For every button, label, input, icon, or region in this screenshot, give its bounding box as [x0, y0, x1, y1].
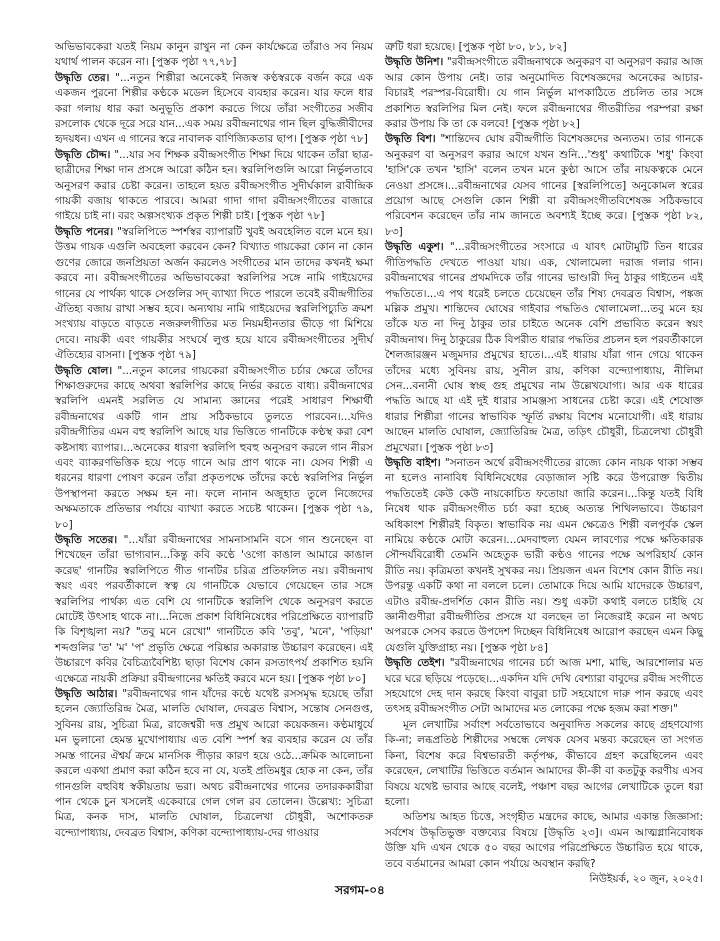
quote-heading: উদ্ধৃতি উনিশ।: [385, 56, 444, 69]
paragraph: [55, 687, 373, 841]
paragraph-text: "রবীন্দ্রনাথের গান যাঁদের কণ্ঠে যথেষ্ট রসসমৃদ্ধ হয়েছে তাঁরা হলেন জ্যোতিরিন্দ্র মৈত্র, মালতি ঘোষাল, দেবব্রত বিশ্বাস, সন্তোষ সেনগুপ্ত, সুবিনয় রায়, সুচিত্রা মিত্র, রাজেশ্বরী দত্ত প্রমুখ আরো কয়েকজন। কণ্ঠমাধুর্যে মন ভুলানো হেমন্ত মুখোপাধ্যায় এত বেশি স্পর্শ স্বর ব্যবহার করেন যে তাঁর সমস্ত গানের ঐশ্বর্য ক্রমে মানসিক পীড়ার কারণ হয়ে ওঠে...ক্রমিক আলোচনা করলে একথা প্রমাণ করা কঠিন হবে না যে, যতই প্রতিমধুর হোক না কেন, তাঁর গানগুলি বহুবিধ স্বকীয়তায় ভরা। অথচ রবীন্দ্রনাথের গানের তদারককারীরা পান থেকে চুন খসলেই একেবারে গেল গেল রব তোলেন। উল্লেখ্য: সুচিত্রা মিত্র, কনক দাস, মালতি ঘোষাল, চিত্রলেখা চৌধুরী, অশোকতরু বন্দ্যোপাধ্যায়, দেবব্রত বিশ্বাস, কণিকা বন্দ্যোপাধ্যায়-দের গাওয়ার: [55, 688, 373, 839]
paragraph: [55, 71, 373, 148]
paragraph: [55, 40, 373, 71]
paragraph-text: মূল লেখাটির সর্বাংশ সর্বতোভাবে অনুবাদিত সকলের কাছে গ্রহণযোগ্য কি-না; লব্ধপ্রতিষ্ঠ শিল্পীদের সম্বন্ধে লেখক যেসব মন্তব্য করেছেন তা সংগত কিনা, বিশেষ করে বিশ্বভারতী কর্তৃপক্ষ, কীভাবে গ্রহণ করেছিলেন এবং করেছেন, লেখাটির ভিত্তিতে বর্তমান আমাদের কী-কী বা কতটুকু করণীয় এসব বিষয়ে যথেষ্ট ভাবার আছে বলেই, পঞ্চাশ বছর আগের লেখাটিকে তুলে ধরা হলো।: [385, 718, 703, 808]
paragraph: [385, 132, 703, 240]
quote-heading: উদ্ধৃতি চৌদ্দ।: [55, 148, 111, 161]
left-column: [55, 40, 373, 870]
paragraph: [385, 456, 703, 656]
quote-heading: উদ্ধৃতি পনের।: [55, 225, 114, 238]
paragraph-text: "রবীন্দ্রসংগীতে রবীন্দ্রনাথকে অনুকরণ বা অনুসরণ করার আজ আর কোন উপায় নেই। তার অনুমোদিত বিশেষজ্ঞদের অনেকের আচার-বিচারই পরস্পর-বিরোধী। যে গান নির্ভুল মাপকাঠিতে প্রচলিত তার সঙ্গে প্রকাশিত স্বরলিপির মিল নেই। ফলে রবীন্দ্রনাথের গীতরীতির পরম্পরা রক্ষা করার উপায় কি তা কে বলবে! [পুস্তক পৃষ্ঠা ৮২]: [385, 56, 703, 131]
quote-heading: উদ্ধৃতি সতের।: [55, 534, 118, 546]
paragraph-text: "স্বরলিপিতে স্পর্শস্বর ব্যাপারটি খুবই অবহেলিত বলে মনে হয়। উত্তম গায়ক এগুলি অবহেলা করবেন কেন? বিখ্যাত গায়কেরা কোন না কোন গুণের জোরে জনপ্রিয়তা অর্জন করলেও সংগীতের মান তাদের কখনই ক্ষমা করবে না। রবীন্দ্রসংগীতের অভিভাবকেরা স্বরলিপির সঙ্গে নামি গাইয়েদের গানের যে পার্থক্য থাকে সেগুলির সদ্ ব্যাখ্যা দিতে পারলে তবেই রবীন্দ্রগীতির ঐতিহ্য বজায় রাখা সম্ভব হবে। অন্যথায় নামি গাইয়েদের স্বরলিপিচ্যুতি ক্রমশ সংখ্যায় বাড়তে বাড়তে নজরুলগীতির মত নিয়মহীনতার ভীড়ে গা মিশিয়ে দেবে। নায়কী এবং গায়কীর সংঘর্ষে লুপ্ত হয়ে যাবে রবীন্দ্রসংগীতের সুদীর্ঘ ঐতিহ্যের বাসনা। [পুস্তক পৃষ্ঠা ৭৯]: [55, 225, 373, 362]
quote-heading: উদ্ধৃতি বিশ।: [385, 133, 436, 146]
paragraph-text: "সনাতন অর্থে রবীন্দ্রসংগীতের রাজ্যে কোন নায়ক থাকা সম্ভব না হলেও নানাবিধ বিধিনিষেধের বেড়াজাল সৃষ্টি করে উপরোক্ত দ্বিতীয় পদ্ধতিতেই কেউ কেউ নায়কোচিত ফতোয়া জারি করেন।...কিন্তু যতই বিধি নিষেধ থাক রবীন্দ্রসংগীত চর্চা করা হচ্ছে অত্যন্ত শিথিলভাবে। উচ্চারণ অধিকাংশ শিল্পীরই বিকৃত। স্বাভাবিক নয় এমন ক্ষেত্রেও শিল্পী বলপূর্বক স্কেল নামিয়ে কণ্ঠকে মোটা করেন।...মেদবাহুল্য যেমন লাবণ্যের পক্ষে ক্ষতিকারক সৌন্দর্যবিরোধী তেমনি অহেতুক ভারী কণ্ঠও গানের পক্ষে অপরিহার্য কোন রীতি নয়। কৃত্রিমতা কখনই সুখকর নয়। প্রিয়জন এমন বিশেষ কোন রীতি নয়। উপরন্তু একটি কথা না বললে চলে। তোমাকে দিয়ে আমি যাদেরকে উচ্চারণ, এটাও রবীন্দ্র-প্রদর্শিত কোন রীতি নয়। শুধু একটা কথাই বলতে চাইছি যে জ্ঞানীগুণীরা রবীন্দ্রগীতির প্রসঙ্গে যা বলছেন তা নিজেরাই করেন না অথচ অপরকে সেসব করতে উপদেশ দিচ্ছেন বিধিনিষেধ আরোপ করছেন এমন কিছু যেগুলি যুক্তিগ্রাহ্য নয়। [পুস্তক পৃষ্ঠা ৮৪]: [385, 456, 703, 654]
paragraph-text: "...রবীন্দ্রসংগীতের সংসারে এ যাবৎ মোটামুটি তিন ধারের গীতিপদ্ধতি দেখতে পাওয়া যায়। এক, খোলামেলা দরাজ গলার গান। রবীন্দ্রনাথের গানের প্রথমদিকে তাঁর গানের ভাণ্ডারী দিনু ঠাকুর গাইতেন এই পদ্ধতিতে।...এ পথ ধরেই চলতে চেয়েছেন তাঁর শিষ্য দেবব্রত বিশ্বাস, পঙ্কজ মল্লিক প্রমুখ। শান্তিদেব ঘোষের গাইবার পদ্ধতিও খোলামেলা...তবু মনে হয় তাঁকে যত না দিনু ঠাকুর তার চাইতে অনেক বেশি প্রভাবিত করেন স্বয়ং রবীন্দ্রনাথ। দিনু ঠাকুরের ঠিক বিপরীত ধারার পদ্ধতির প্রচলন হল পরবর্তীকালে শৈলজারঞ্জন মজুমদার প্রমুখের হাতে।...এই ধারায় যাঁরা গান গেয়ে থাকেন তাঁদের মধ্যে সুবিনয় রায়, সুনীল রায়, কণিকা বন্দ্যোপাধ্যায়, নীলিমা সেন...বনানী ঘোষ স্বচ্ছ গুহ প্রমুখের নাম উল্লেখযোগ্য। আর এক ধারের পদ্ধতি আছে যা এই দুই ধারার সামঞ্জস্য সাধনের চেষ্টা করে। এই শেষোক্ত ধারার শিল্পীরা গানের স্বাভাবিক স্ফূর্তি রক্ষায় বিশেষ মনোযোগী। এই ধারায় আছেন মালতি ঘোষাল, জ্যোতিরিন্দ্র মৈত্র, তড়িৎ চৌধুরী, চিত্রলেখা চৌধুরী প্রমুখেরা। [পুস্তক পৃষ্ঠা ৮৩]: [385, 241, 704, 454]
paragraph: [385, 810, 703, 872]
quote-heading: উদ্ধৃতি তেইশ।: [385, 657, 445, 670]
paragraph-text: "...নতুন কালের গায়কেরা রবীন্দ্রসংগীত চর্চার ক্ষেত্রে তাঁদের শিক্ষাগুরুদের কাছে অথবা স্বরলিপির কাছে নির্ভর করতে বাধ্য। রবীন্দ্রনাথের স্বরলিপি এমনই সরলিত যে সামান্য জ্ঞানের পরেই সাধারণ শিক্ষার্থী রবীন্দ্রনাথের একটি গান প্রায় সঠিকভাবে তুলতে পারবেন।...যদিও রবীন্দ্রগীতির এমন বহু স্বরলিপি আছে যার ভিত্তিতে গানটিকে কণ্ঠস্থ করা বেশ কষ্টসাধ্য ব্যাপার।...অনেকের ধারণা স্বরলিপি হুবহু অনুসরণ করলে গান নীরস এবং ব্যাকরণভিত্তিক হয়ে পড়ে গানে আর প্রাণ থাকে না। যেসব শিল্পী এ ধরনের ধারণা পোষণ করেন তাঁরা প্রকৃতপক্ষে তাঁদের কণ্ঠে স্বরলিপির নির্ভুল উপস্থাপনা করতে সক্ষম হন না। ফলে নানান অজুহাত তুলে নিজেদের অক্ষমতাকে প্রতিভার পর্যায়ে ব্যাখ্যা করতে সচেষ্ট থাকেন। [পুস্তক পৃষ্ঠা ৭৯, ৮০]: [55, 364, 374, 531]
quote-heading: উদ্ধৃতি বাইশ।: [385, 456, 441, 469]
page-footer: সরগম-০৪: [335, 883, 385, 897]
paragraph-text: "রবীন্দ্রনাথের গানের চর্চা আজ মশা, মাছি, আরশোলার মত ঘরে ঘরে ছড়িয়ে পড়েছে।...একদিন যদি দেখি বেশ্যারা বাবুদের রবীন্দ্র সংগীতে সহযোগে দেহ দান করছে কিংবা বাবুরা চাট সহযোগে দারু পান করছে এবং তৎসহ রবীন্দ্রসংগীত সেটা আমাদের মত লোকের পক্ষে হজম করা শক্ত।": [385, 657, 703, 716]
signoff-location-date: নিউইয়র্ক, ২০ জুন, ২০২৫।: [589, 872, 703, 885]
quote-heading: উদ্ধৃতি আঠার।: [55, 688, 118, 701]
paragraph-text: ত্রুটি ধরা হয়েছে। [পুস্তক পৃষ্ঠা ৮০, ৮১, ৮২]: [385, 41, 567, 53]
quote-heading: উদ্ধৃতি তের।: [55, 71, 110, 84]
paragraph: [55, 148, 373, 225]
paragraph: [55, 364, 373, 533]
quote-heading: উদ্ধৃতি ষোল।: [55, 364, 113, 377]
paragraph-text: "...যার সব শিক্ষক রবীন্দ্রসংগীত শিক্ষা দিয়ে থাকেন তাঁরা ছাত্র-ছাত্রীদের শিক্ষা দান প্রসঙ্গে আরো কঠিন হন। স্বরলিপিগুলি আরো নির্ভুলতাবে অনুসরণ করার চেষ্টা করেন। তাহলে হয়ত রবীন্দ্রসংগীত সুদীর্ঘকাল রাবীন্দ্রিক গায়কী বজায় থাকতে পারবে। আমরা গাদা গাদা রবীন্দ্রসংগীতের বাজারে গাইয়ে চাই না। বরং অল্পসংখ্যক প্রকৃত শিল্পী চাই। [পুস্তক পৃষ্ঠা ৭৮]: [55, 148, 373, 223]
quote-heading: উদ্ধৃতি একুশ।: [385, 241, 444, 254]
paragraph-text: অভিভাবকেরা যতই নিয়ম কানুন রাখুন না কেন কার্যক্ষেত্রে তাঁরাও সব নিয়ম যথার্থ পালন করেন না। [পুস্তক পৃষ্ঠা ৭৭,৭৮]: [55, 41, 373, 69]
paragraph-text: "...নতুন শিল্পীরা অনেকেই নিজস্ব কণ্ঠস্বরকে বর্জন করে এক একজন পুরনো শিল্পীর কণ্ঠকে মডেল হিসেবে ব্যবহার করেন। যার ফলে ধার করা গলায় ধার করা অনুভূতি প্রকাশ করতে গিয়ে তাঁরা সংগীতের সজীব রসলোক থেকে দূরে সরে যান...এক সময় রবীন্দ্রনাথের গান ছিল বুদ্ধিজীবীদের হৃদয়ধন। এখন এ গানের স্বরে নাবালক বাণিজ্যিকতার ছাপ। [পুস্তক পৃষ্ঠা ৭৮]: [55, 71, 373, 146]
paragraph-text: অতিশয় আহত চিত্তে, সংগৃহীত মন্ত্রদের কাছে, আমার একান্ত জিজ্ঞাসা: সর্বশেষ উদ্ধৃতিভুক্ত বক্তব্যের বিষয়ে [উদ্ধৃতি ২৩]। এমন আত্মগ্লানিবোধক উক্তি যদি এখন থেকে ৫০ বছর আগের পরিপ্রেক্ষিতে উচ্চারিত হয়ে থাকে, তবে বর্তমানের আমরা কোন পর্যায়ে অবস্থান করছি?: [385, 811, 703, 870]
paragraph-text: "...যাঁরা রবীন্দ্রনাথের সামনাসামনি বসে গান শুনেছেন বা শিখেছেন তাঁরা ভাগ্যবান...কিন্তু কবি কণ্ঠে 'ওগো কাঙাল আমারে কাঙাল করেছ' গানটির স্বরলিপিতে গীত গানটির চরিত্র প্রতিফলিত নয়। রবীন্দ্রনাথ স্বয়ং এবং পরবর্তীকালে স্বত্ব যে গানটিকে যেভাবে গেয়েছেন তার সঙ্গে স্বরলিপির পার্থক্য এত বেশি যে গানটিকে স্বরলিপি থেকে অনুসরণ করতে মোটেই উৎসাহ থাকে না।...নিজে প্রকাশ বিধিনিষেধের পরিপ্রেক্ষিতে ব্যাপারটি কি বিশৃঙ্খলা নয়? "তবু মনে রেখো" গানটিতে কবি 'তবু', 'মনে', 'পড়িয়া' শব্দগুলির 'ত' 'ম' 'প' প্রভৃতি ক্ষেত্রে পরিষ্কার অকারান্ত উচ্চারণ করেছেন। এই উচ্চারণে কবির বৈচিত্র্যবৈশিষ্ট্য ছাড়া বিশেষ কোন রসতাৎপর্য প্রকাশিত হয়নি এক্ষেত্রে নায়কী প্রক্রিয়া রবীন্দ্রগানের ক্ষতিই করবে মনে হয়। [পুস্তক পৃষ্ঠা ৮০]: [55, 534, 373, 685]
paragraph: [385, 40, 703, 55]
right-column: [385, 40, 704, 885]
paragraph: [385, 240, 703, 456]
paragraph-text: "শান্তিদেব ঘোষ রবীন্দ্রগীতি বিশেষজ্ঞদের অন্যতম। তার গানকে অনুকরণ বা অনুসরণ করার আগে যখন শুনি...'শুধু' কথাটিকে 'শধু' কিংবা 'হাসি'কে তখন 'হাসি' বলেন তখন মনে কুণ্ঠা আসে তাঁর নায়কত্বকে মেনে নেওয়া প্রসঙ্গে।...রবীন্দ্রনাথের যেসব গানের [স্বরলিপিতে] অনুকোমল স্বরের প্রয়োগ আছে সেগুলি কোন শিল্পী বা রবীন্দ্রসংগীতবিশেষজ্ঞ সঠিকভাবে পরিবেশন করেছেন তাঁর নাম জানতে অবশ্যই ইচ্ছে করে। [পুস্তক পৃষ্ঠা ৮২, ৮৩]: [385, 133, 703, 238]
paragraph: [385, 55, 703, 132]
paragraph: [55, 225, 373, 364]
paragraph: [385, 718, 703, 810]
paragraph: [55, 533, 373, 687]
paragraph: [385, 656, 703, 718]
